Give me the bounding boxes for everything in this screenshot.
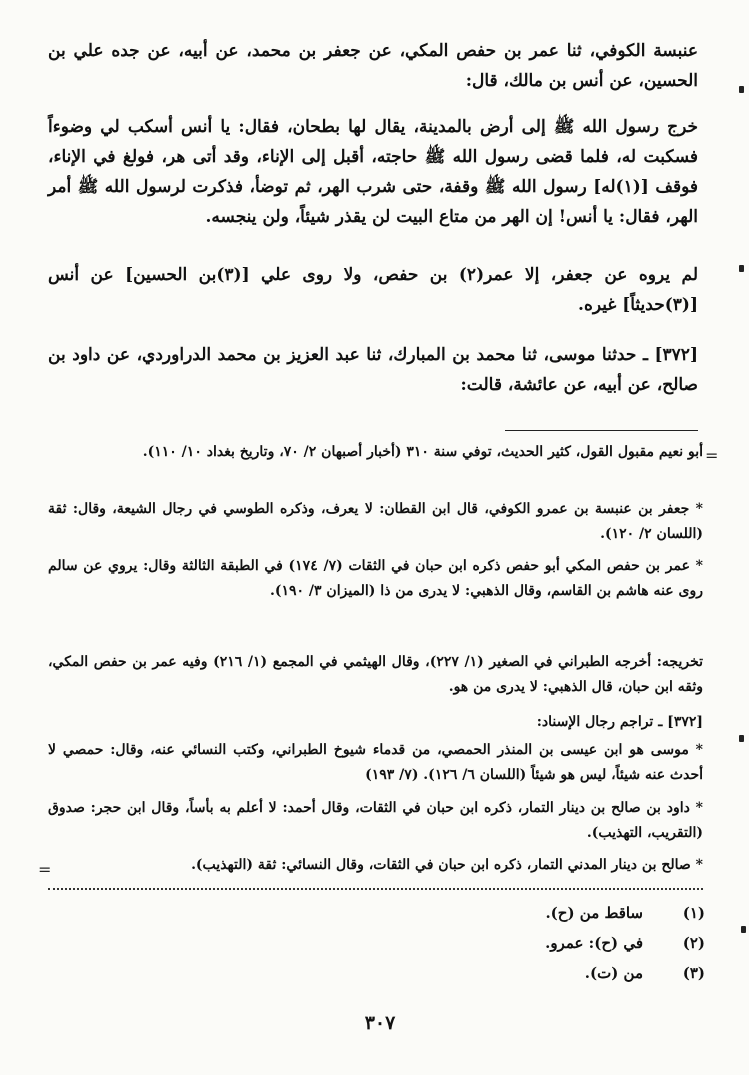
margin-mark	[739, 735, 744, 742]
margin-mark	[739, 265, 744, 272]
note-2	[440, 934, 705, 960]
note-number: (٢)	[682, 934, 705, 952]
note-text: من (ت).	[584, 964, 643, 982]
footnote-takhrij: تخريجه: أخرجه الطبراني في الصغير (١/ ٢٢٧)، وقال الهيثمي في المجمع (١/ ٢١٦) وفيه عمر بن حفص المكي، وثقه ابن حبان، قال الذهبي: لا يدرى من هو.	[48, 654, 704, 695]
continuation-mark-top: =	[705, 446, 719, 465]
footnote-divider	[505, 430, 698, 431]
note-3	[440, 964, 705, 990]
main-paragraph-2: خرج رسول الله ﷺ إلى أرض بالمدينة، يقال لها بطحان، فقال: يا أنس أسكب لي وضوءاً فسكبت له، فلما قضى رسول الله ﷺ حاجته، أقبل إلى الإناء، وقد أتى هر، فولغ في الإناء، فوقف [(١)له] رسول الله ﷺ وقفة، حتى شرب الهر، ثم توضأ، فذكرت لرسول الله ﷺ أمر الهر، فقال: يا أنس! إن الهر من متاع البيت لن يقذر شيئاً، ولن ينجسه.	[48, 117, 698, 227]
footnote-heading-372: [٣٧٢] ـ تراجم رجال الإسناد:	[536, 714, 703, 730]
footnote-2: * جعفر بن عنبسة بن عمرو الكوفي، قال ابن القطان: لا يعرف، وذكره الطوسي في رجال الشيعة، وقال: ثقة (اللسان ٢/ ١٢٠).	[48, 501, 703, 542]
continuation-mark-bottom: =	[38, 860, 52, 879]
main-paragraph-4: [٣٧٢] ـ حدثنا موسى، ثنا محمد بن المبارك، ثنا عبد العزيز بن محمد الدراوردي، عن داود بن صالح، عن أبيه، عن عائشة، قالت:	[48, 345, 698, 395]
margin-mark	[741, 926, 746, 933]
main-paragraph-1: عنبسة الكوفي، ثنا عمر بن حفص المكي، عن جعفر بن محمد، عن أبيه، عن جده علي بن الحسين، عن أنس بن مالك، قال:	[48, 41, 698, 91]
note-text: ساقط من (ح).	[545, 904, 643, 922]
footnote-salih: * صالح بن دينار المدني التمار، ذكره ابن حبان في الثقات، وقال النسائي: ثقة (التهذيب).	[191, 857, 703, 873]
footnote-1: أبو نعيم مقبول القول، كثير الحديث، توفي سنة ٣١٠ (أخبار أصبهان ٢/ ٧٠، وتاريخ بغداد ١٠/ ١١٠).	[142, 444, 703, 460]
note-1	[440, 904, 705, 930]
footnote-dawud: * داود بن صالح بن دينار التمار، ذكره ابن حبان في الثقات، وقال أحمد: لا أعلم به بأساً، وقال ابن حجر: صدوق (التقريب، التهذيب).	[48, 800, 703, 841]
footnote-musa: * موسى هو ابن عيسى بن المنذر الحمصي، من قدماء شيوخ الطبراني، وكتب النسائي عنه، وقال: حمصي لا أحدث عنه شيئاً، ليس هو شيئاً (اللسان ٦/ ١٢٦). (٧/ ١٩٣)	[48, 742, 703, 783]
dotted-separator	[48, 888, 703, 890]
main-paragraph-3: لم يروه عن جعفر، إلا عمر(٢) بن حفص، ولا روى علي [(٣)بن الحسين] عن أنس [(٣)حديثاً] غيره.	[48, 265, 699, 315]
note-number: (١)	[682, 904, 705, 922]
footnote-3: * عمر بن حفص المكي أبو حفص ذكره ابن حبان في الثقات (٧/ ١٧٤) في الطبقة الثالثة وقال: يروي عن سالم روى عنه هاشم بن القاسم، وقال الذهبي: لا يدرى من ذا (الميزان ٣/ ١٩٠).	[48, 558, 704, 599]
margin-mark	[739, 86, 744, 93]
page-number: ٣٠٧	[364, 1012, 396, 1034]
note-text: في (ح): عمرو.	[545, 934, 643, 952]
note-number: (٣)	[682, 964, 705, 982]
